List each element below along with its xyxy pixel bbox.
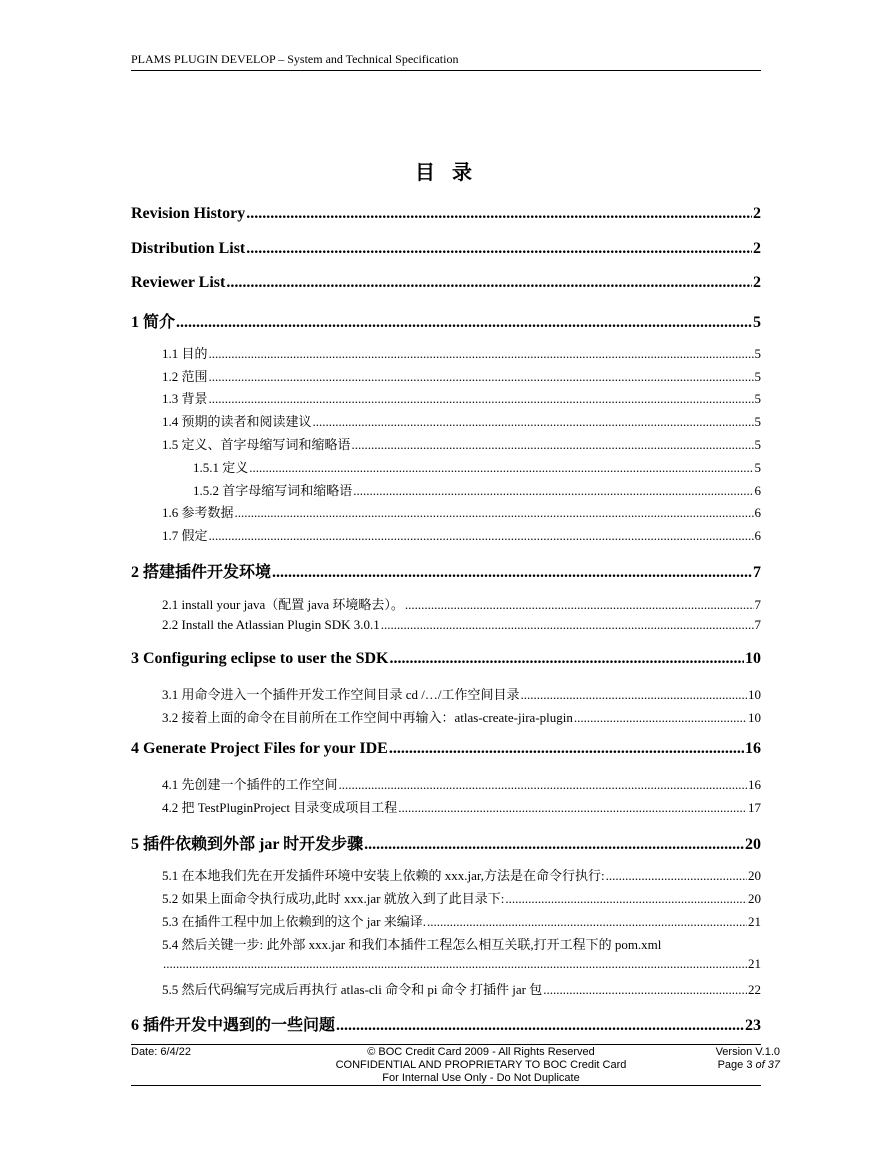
leader-dots: [398, 800, 747, 816]
footer-date: Date: 6/4/22: [131, 1046, 191, 1058]
toc-entry-page: 10: [745, 650, 761, 667]
toc-entry-page: 5: [754, 369, 761, 384]
footer-copyright: © BOC Credit Card 2009 - All Rights Reserved: [367, 1046, 595, 1058]
toc-entry-label: Reviewer List: [131, 274, 226, 291]
footer-page-current: Page 3: [717, 1059, 753, 1071]
toc-entry-page: 5: [754, 346, 761, 361]
toc-entry-page: 20: [748, 868, 761, 883]
leader-dots: [176, 314, 752, 332]
toc-entry-page: 5: [753, 314, 761, 331]
toc-entry-page: 21: [748, 956, 761, 971]
toc-entry-label: 1.4 预期的读者和阅读建议: [162, 414, 312, 429]
toc-title: 目 录: [415, 162, 478, 184]
toc-entry-label: 3 Configuring eclipse to user the SDK: [131, 650, 389, 667]
toc-entry-label: 1.5.2 首字母缩写词和缩略语: [193, 483, 353, 498]
toc-entry[interactable]: [131, 740, 761, 758]
leader-dots: [163, 956, 747, 972]
leader-dots: [209, 391, 754, 407]
toc-entry[interactable]: [162, 434, 761, 453]
toc-entry-label: 1.2 范围: [162, 369, 208, 384]
leader-dots: [543, 982, 747, 998]
toc-entry[interactable]: [162, 797, 761, 816]
toc-entry-label: 5.1 在本地我们先在开发插件环境中安装上依赖的 xxx.jar,方法是在命令行执行:: [162, 868, 605, 883]
toc-entry-label: 2.2 Install the Atlassian Plugin SDK 3.0.1: [162, 617, 380, 632]
leader-dots: [246, 240, 752, 258]
toc-entry[interactable]: [131, 240, 761, 258]
toc-entry-label: 4.2 把 TestPluginProject 目录变成项目工程: [162, 800, 398, 815]
toc-entry-label: 3.2 接着上面的命令在目前所在工作空间中再输入：atlas-create-jira-plugin: [162, 710, 573, 725]
toc-entry-page: 5: [754, 414, 761, 429]
leader-dots: [364, 836, 744, 854]
toc-entry[interactable]: [162, 979, 761, 998]
toc-entry[interactable]: [162, 888, 761, 907]
toc-entry-page: 6: [754, 528, 761, 543]
toc-entry-label: 1.3 背景: [162, 391, 208, 406]
toc-entry[interactable]: [131, 205, 761, 223]
toc-entry[interactable]: [131, 831, 761, 854]
footer-internal-use: For Internal Use Only - Do Not Duplicate: [382, 1072, 580, 1084]
toc-entry[interactable]: [162, 774, 761, 793]
leader-dots: [226, 274, 752, 292]
toc-entry-page: 2: [753, 274, 761, 291]
toc-entry[interactable]: [162, 594, 761, 613]
toc-entry[interactable]: [162, 707, 761, 726]
toc-entry-page: 6: [754, 483, 761, 498]
toc-entry-page: 10: [748, 687, 761, 702]
toc-entry-page: 2: [753, 240, 761, 257]
toc-entry[interactable]: [162, 411, 761, 430]
toc-entry-page: 17: [748, 800, 761, 815]
toc-entry[interactable]: [131, 559, 761, 582]
toc-entry[interactable]: [162, 617, 761, 633]
footer-version: Version V.1.0: [715, 1046, 780, 1058]
toc-entry[interactable]: [162, 934, 761, 953]
toc-entry-page: 16: [748, 777, 761, 792]
toc-entry-label: 2.1 install your java（配置 java 环境略去）。: [162, 597, 404, 612]
toc-entry-label: 1.5 定义、首字母缩写词和缩略语: [162, 437, 351, 452]
page-footer: [131, 1044, 780, 1084]
toc-entry[interactable]: [162, 865, 761, 884]
leader-dots: [352, 437, 754, 453]
toc-entry-page: 7: [754, 597, 761, 612]
leader-dots: [389, 740, 744, 758]
leader-dots: [246, 205, 752, 223]
toc-entry-page: 20: [745, 836, 761, 853]
toc-entry-page: 21: [748, 914, 761, 929]
leader-dots: [272, 564, 752, 582]
toc-entry-label: Revision History: [131, 205, 246, 222]
toc-entry-label: 2 搭建插件开发环境: [131, 564, 272, 581]
leader-dots: [339, 777, 747, 793]
toc-entry[interactable]: [162, 684, 761, 703]
footer-page-number: [716, 1059, 780, 1072]
toc-entry[interactable]: [162, 343, 761, 362]
footer-confidential: CONFIDENTIAL AND PROPRIETARY TO BOC Credit Card: [335, 1059, 627, 1071]
toc-entry-page: 7: [753, 564, 761, 581]
toc-entry-page: 10: [748, 710, 761, 725]
toc-entry-label: 6 插件开发中遇到的一些问题: [131, 1017, 336, 1034]
toc-entry-label: 4.1 先创建一个插件的工作空间: [162, 777, 338, 792]
footer-bottom-rule: [131, 1085, 761, 1086]
footer-notice: [301, 1046, 661, 1085]
toc-entry-page: 5: [754, 460, 761, 475]
toc-entry[interactable]: [193, 480, 761, 499]
toc-entry[interactable]: [162, 502, 761, 521]
toc-entry[interactable]: [193, 457, 761, 476]
toc-entry[interactable]: [162, 911, 761, 930]
leader-dots: [574, 710, 747, 726]
toc-entry-label: 5.2 如果上面命令执行成功,此时 xxx.jar 就放入到了此目录下:: [162, 891, 505, 906]
footer-page-total: of 37: [755, 1059, 780, 1071]
toc-entry-page: 20: [748, 891, 761, 906]
toc-entry-label: 5.4 然后关键一步: 此外部 xxx.jar 和我们本插件工程怎么相互关联,打开工程下的 pom.xml: [162, 937, 662, 952]
leader-dots: [505, 891, 747, 907]
toc-entry[interactable]: [131, 1012, 761, 1035]
leader-dots: [353, 483, 753, 499]
toc-entry[interactable]: [131, 650, 761, 668]
toc-entry-page: 5: [754, 391, 761, 406]
footer-version-page: [716, 1046, 780, 1072]
toc-entry-page: 22: [748, 982, 761, 997]
leader-dots: [405, 597, 754, 613]
leader-dots: [209, 346, 754, 362]
toc-entry-page: 6: [754, 505, 761, 520]
leader-dots: [336, 1017, 744, 1035]
toc-entry-label: 1.6 参考数据: [162, 505, 234, 520]
leader-dots: [606, 868, 747, 884]
toc-entry[interactable]: [162, 388, 761, 407]
toc-entry[interactable]: [162, 525, 761, 544]
toc-entry-page: 5: [754, 437, 761, 452]
toc-entry-label: 1.1 目的: [162, 346, 208, 361]
toc-entry-label: 1.5.1 定义: [193, 460, 249, 475]
toc-entry[interactable]: [131, 309, 761, 332]
toc-entry-label: Distribution List: [131, 240, 246, 257]
toc-entry[interactable]: [131, 274, 761, 292]
leader-dots: [235, 505, 754, 521]
toc-entry-label: 3.1 用命令进入一个插件开发工作空间目录 cd /…/工作空间目录: [162, 687, 520, 702]
leader-dots: [389, 650, 744, 668]
leader-dots: [381, 617, 754, 633]
page-header: PLAMS PLUGIN DEVELOP – System and Technical Specification: [131, 52, 761, 71]
leader-dots: [209, 369, 754, 385]
toc-entry[interactable]: [162, 366, 761, 385]
leader-dots: [209, 528, 754, 544]
leader-dots: [521, 687, 748, 703]
toc-entry-label: 5.5 然后代码编写完成后再执行 atlas-cli 命令和 pi 命令 打插件 jar 包: [162, 982, 543, 997]
toc-entry-label: 4 Generate Project Files for your IDE: [131, 740, 388, 757]
toc-entry-continued[interactable]: [162, 956, 761, 972]
leader-dots: [427, 914, 747, 930]
toc-entry-label: 5.3 在插件工程中加上依赖到的这个 jar 来编译.: [162, 914, 426, 929]
leader-dots: [313, 414, 754, 430]
toc-entry-label: 1 简介: [131, 314, 176, 331]
leader-dots: [249, 460, 753, 476]
toc-entry-label: 5 插件依赖到外部 jar 时开发步骤: [131, 836, 364, 853]
toc-entry-label: 1.7 假定: [162, 528, 208, 543]
toc-entry-page: 2: [753, 205, 761, 222]
toc-entry-page: 7: [754, 617, 761, 632]
toc-entry-page: 16: [745, 740, 761, 757]
toc-entry-page: 23: [745, 1017, 761, 1034]
